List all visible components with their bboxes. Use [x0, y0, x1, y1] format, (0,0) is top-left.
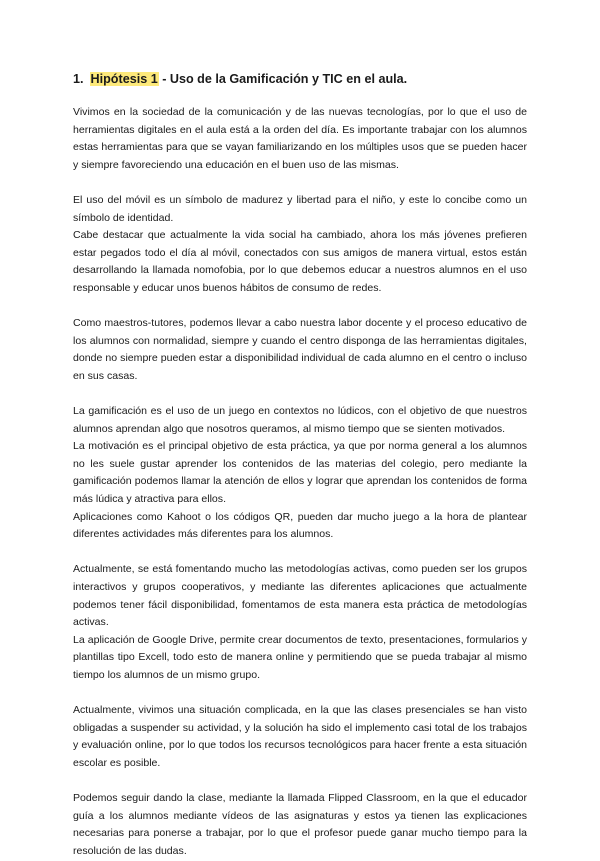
paragraph-gap — [73, 685, 527, 703]
document-body — [73, 104, 527, 861]
paragraph-gap — [73, 773, 527, 791]
paragraph: El uso del móvil es un símbolo de madurez y libertad para el niño, y este lo concibe como un símbolo de identidad. — [73, 193, 527, 224]
paragraph-gap — [73, 386, 527, 404]
paragraph: Actualmente, se está fomentando mucho las metodologías activas, como pueden ser los grupos interactivos y grupos cooperativos, y mediante las diferentes aplicaciones que actualmente podemos tener fácil disponibilidad, fomentamos de esta manera esta práctica de metodologías activas. — [73, 563, 527, 629]
section-heading — [73, 70, 533, 88]
heading-text: - Uso de la Gamificación y TIC en el aula. — [162, 72, 408, 86]
paragraph: Vivimos en la sociedad de la comunicación y de las nuevas tecnologías, por lo que el uso de herramientas digitales en el aula está a la orden del día. Es importante trabajar con los alumnos estas herramientas para que se vayan familiarizando en los múltiples usos que se pueden hacer y siempre favoreciendo una educación en el buen uso de las mismas. — [73, 106, 527, 171]
paragraph: Actualmente, vivimos una situación complicada, en la que las clases presenciales se han visto obligadas a suspender su actividad, y la solución ha sido el implemento casi total de los trabajos y evaluación online, por lo que todos los recursos tecnológicos para hacer frente a esta situación escolar es posible. — [73, 704, 527, 769]
paragraph-gap — [73, 298, 527, 316]
paragraph: Como maestros-tutores, podemos llevar a cabo nuestra labor docente y el proceso educativo de los alumnos con normalidad, siempre y cuando el centro disponga de las herramientas digitales, donde no siempre pueden estar a disponibilidad individual de cada alumno en el centro o incluso en sus casas. — [73, 317, 527, 382]
paragraph-gap — [73, 174, 527, 192]
paragraph: La motivación es el principal objetivo de esta práctica, ya que por norma general a los alumnos no les suele gustar aprender los contenidos de las materias del colegio, pero mediante la gamificación podemos llamar la atención de ellos y lograr que aprendan los contenidos de forma más lúdica y atractiva para ellos. — [73, 440, 527, 506]
paragraph: Aplicaciones como Kahoot o los códigos QR, pueden dar mucho juego a la hora de plantear diferentes actividades más diferentes para los alumnos. — [73, 510, 527, 541]
paragraph: La aplicación de Google Drive, permite crear documentos de texto, presentaciones, formularios y plantillas tipo Excell, todo esto de manera online y permitiendo que se pueda trabajar al mismo tiempo los alumnos de un mismo grupo. — [73, 633, 527, 681]
paragraph: Cabe destacar que actualmente la vida social ha cambiado, ahora los más jóvenes prefieren estar pegados todo el día al móvil, conectados con sus amigos de manera virtual, estos están desarrollando la llamada nomofobia, por lo que debemos educar a nuestros alumnos en el uso responsable y educar unos buenos hábitos de consumo de redes. — [73, 229, 527, 294]
heading-number: 1. — [73, 72, 84, 86]
paragraph: La gamificación es el uso de un juego en contextos no lúdicos, con el objetivo de que nuestros alumnos aprendan algo que nosotros queramos, al mismo tiempo que se sienten motivados. — [73, 405, 527, 435]
paragraph-gap — [73, 544, 527, 562]
paragraph: Podemos seguir dando la clase, mediante la llamada Flipped Classroom, en la que el educador guía a los alumnos mediante vídeos de las asignaturas y estos ya tienen las explicaciones necesarias para ponerse a trabajar, por lo que el profesor puede ganar mucho tiempo para la resolución de las dudas. — [73, 792, 527, 857]
heading-highlight: Hipótesis 1 — [90, 72, 158, 86]
